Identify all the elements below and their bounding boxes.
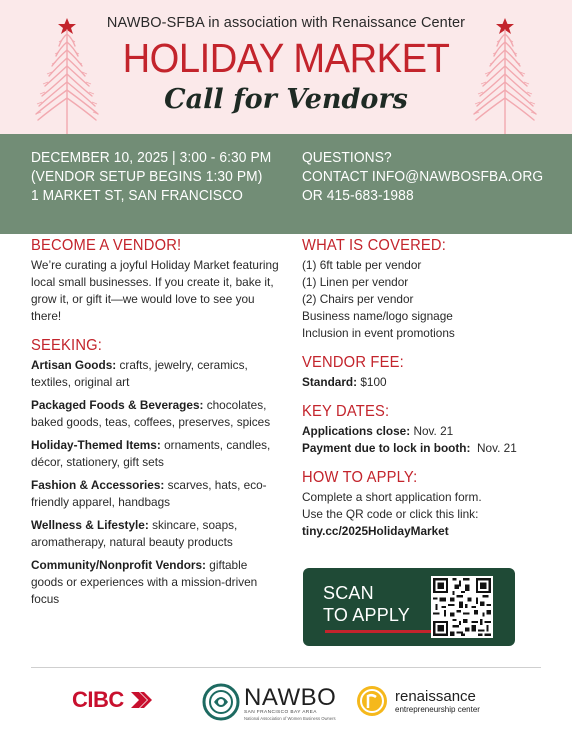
become-vendor-heading: BECOME A VENDOR! xyxy=(31,237,182,254)
script-subtitle: Call for Vendors xyxy=(164,84,408,115)
right-column xyxy=(302,237,552,540)
contact-phone[interactable]: OR 415-683-1988 xyxy=(302,188,414,204)
left-column xyxy=(31,237,281,614)
list-item: Wellness & Lifestyle: skincare, soaps, aromatherapy, natural beauty products xyxy=(31,518,238,549)
scan-to-apply-box[interactable] xyxy=(303,568,515,646)
apply-link[interactable]: tiny.cc/2025HolidayMarket xyxy=(302,524,449,538)
renaissance-logo: renaissance entrepreneurship center xyxy=(355,684,389,718)
covered-heading: WHAT IS COVERED: xyxy=(302,237,447,254)
list-item: (1) Linen per vendor xyxy=(302,275,409,289)
header xyxy=(0,0,572,134)
seeking-heading: SEEKING: xyxy=(31,337,103,354)
page-title: HOLIDAY MARKET xyxy=(122,35,450,81)
scan-to-apply-label: SCAN TO APPLY xyxy=(323,583,410,625)
cibc-diamond-icon xyxy=(127,690,153,710)
cibc-logo: CIBC xyxy=(72,687,153,713)
qr-code-icon[interactable] xyxy=(431,576,493,638)
renaissance-emblem-icon xyxy=(355,684,389,718)
apply-instructions: Use the QR code or click this link: xyxy=(302,507,479,521)
vendor-setup-time: (VENDOR SETUP BEGINS 1:30 PM) xyxy=(31,169,263,185)
divider xyxy=(31,667,541,668)
become-vendor-text: We’re curating a joyful Holiday Market featuring local small businesses. If you create it, bake it, grow it, or gift it—we would love to see you there! xyxy=(31,258,279,323)
event-date: DECEMBER 10, 2025 | 3:00 - 6:30 PM xyxy=(31,150,272,166)
list-item: Fashion & Accessories: scarves, hats, eco-friendly apparel, handbags xyxy=(31,478,267,509)
event-info-band xyxy=(0,134,572,234)
list-item: Holiday-Themed Items: ornaments, candles, décor, stationery, gift sets xyxy=(31,438,271,469)
vendor-fee-heading: VENDOR FEE: xyxy=(302,354,404,371)
nawbo-emblem-icon xyxy=(202,683,240,721)
key-dates-heading: KEY DATES: xyxy=(302,403,390,420)
apply-instructions: Complete a short application form. xyxy=(302,490,482,504)
vendor-fee: Standard: $100 xyxy=(302,375,387,389)
list-item: Community/Nonprofit Vendors: giftable goods or experiences with a mission-driven focus xyxy=(31,558,258,606)
contact-details xyxy=(302,149,556,206)
underline-divider xyxy=(325,630,431,633)
list-item: Applications close: Nov. 21 xyxy=(302,424,454,438)
list-item: Payment due to lock in booth: Nov. 21 xyxy=(302,441,517,455)
list-item: Packaged Foods & Beverages: chocolates, baked goods, teas, coffees, preserves, spices xyxy=(31,398,271,429)
nawbo-logo: NAWBO SAN FRANCISCO BAY AREA National Association of Women Business Owners xyxy=(202,683,240,721)
event-address: 1 MARKET ST, SAN FRANCISCO xyxy=(31,188,243,204)
header-subtitle: NAWBO-SFBA in association with Renaissance Center xyxy=(106,15,466,31)
contact-email[interactable]: CONTACT INFO@NAWBOSFBA.ORG xyxy=(302,169,544,185)
list-item: Artisan Goods: crafts, jewelry, ceramics, textiles, original art xyxy=(31,358,248,389)
list-item: (2) Chairs per vendor xyxy=(302,292,414,306)
how-to-apply-heading: HOW TO APPLY: xyxy=(302,469,418,486)
event-details xyxy=(31,149,284,206)
list-item: Business name/logo signage xyxy=(302,309,453,323)
list-item: Inclusion in event promotions xyxy=(302,326,455,340)
questions-label: QUESTIONS? xyxy=(302,150,392,166)
list-item: (1) 6ft table per vendor xyxy=(302,258,422,272)
